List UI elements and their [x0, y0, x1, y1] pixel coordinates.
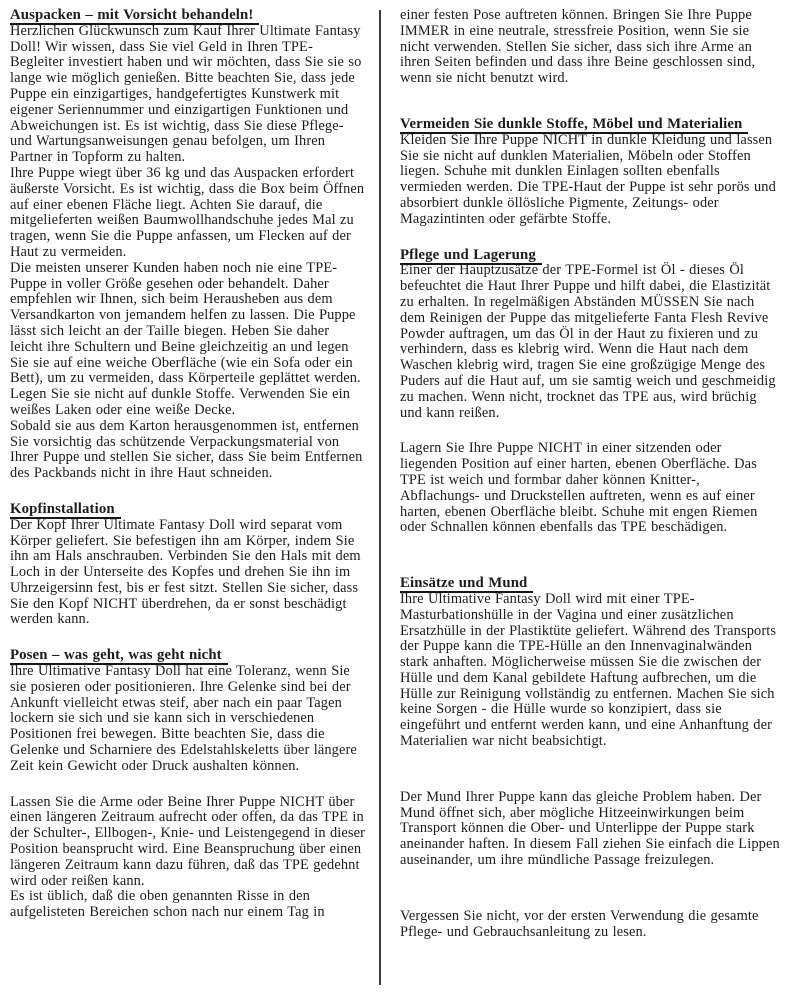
heading-dunkle-stoffe-label: Vermeiden Sie dunkle Stoffe, Möbel und Materialien	[400, 116, 748, 134]
heading-pflege-lagerung	[400, 248, 780, 264]
heading-kopfinstallation	[10, 502, 366, 518]
para-unpacking-packaging: Sobald sie aus dem Karton herausgenommen ist, entfernen Sie vorsichtig das schützende Verpackungsmaterial von Ihrer Puppe und stellen Sie sicher, dass Sie beim Entfernen des Packbands nicht in ihre Haut schneiden.	[10, 417, 363, 482]
heading-posen	[10, 648, 366, 664]
heading-einsaetze-mund-label: Einsätze und Mund	[400, 575, 533, 593]
para-mouth: Der Mund Ihrer Puppe kann das gleiche Problem haben. Der Mund öffnet sich, aber mögliche Hitzeeinwirkungen beim Transport können die Ober- und Unterlippe der Puppe stark aneinander haften. In diesem Fall ziehen Sie einfach die Lippen auseinander, um ihre mündliche Passage freizulegen.	[400, 788, 780, 869]
para-head-installation: Der Kopf Ihrer Ultimate Fantasy Doll wird separat vom Körper geliefert. Sie befestigen ihn am Körper, indem Sie ihn am Hals anschrauben. Verbinden Sie den Hals mit dem Loch in der Unterseite des Kopfes und drehen Sie ihn im Uhrzeigersinn fest, bis er fest sitzt. Stellen Sie sicher, dass Sie den Kopf NICHT überdrehen, da er sonst beschädigt werden kann.	[10, 516, 361, 628]
para-unpacking-lifting: Die meisten unserer Kunden haben noch nie eine TPE-Puppe in voller Größe gesehen oder behandelt. Daher empfehlen wir Ihnen, sich beim Herausheben aus dem Versandkarton von jemandem helfen zu lassen. Die Puppe lässt sich leicht an der Taille biegen. Heben Sie daher leicht ihre Schultern und Beine gleichzeitig an und legen Sie sie auf eine weiche Oberfläche (wie ein Sofa oder ein Bett), um zu vermeiden, dass Körperteile geplättet werden. Legen Sie sie nicht auf dunkle Stoffe. Verwenden Sie ein weißes Laken oder eine weiße Decke.	[10, 259, 361, 418]
para-care-oil-powder: Einer der Hauptzusätze der TPE-Formel ist Öl - dieses Öl befeuchtet die Haut Ihrer Puppe und hilft dabei, die Elastizität zu erhalten. In regelmäßigen Abständen MÜSSEN Sie nach dem Reinigen der Puppe das mitgelieferte Fanta Flesh Revive Powder auftragen, um das Öl in der Haut zu fixieren und zu verhindern, dass es klebrig wird. Wenn die Haut nach dem Waschen klebrig wird, tragen Sie eine großzügige Menge des Puders auf die Haut auf, um sie samtig weich und geschmeidig zu machen. Wenn nicht, trocknet das TPE aus, wird brüchig und kann reißen.	[400, 262, 776, 421]
para-dark-materials: Kleiden Sie Ihre Puppe NICHT in dunkle Kleidung und lassen Sie sie nicht auf dunklen Materialien, Möbeln oder Stoffen liegen. Schuhe mit dunklen Einlagen sollten ebenfalls vermieden werden. Die TPE-Haut der Puppe ist sehr porös und absorbiert dunkle öllösliche Pigmente, Zeitungs- oder Magazintinten oder gefärbte Stoffe.	[400, 131, 776, 227]
para-read-manual: Vergessen Sie nicht, vor der ersten Verwendung die gesamte Pflege- und Gebrauchsanleitung zu lesen.	[400, 907, 759, 940]
left-column	[0, 0, 379, 1000]
heading-kopfinstallation-label: Kopfinstallation	[10, 501, 121, 519]
para-unpacking-weight: Ihre Puppe wiegt über 36 kg und das Auspacken erfordert äußerste Vorsicht. Es ist wichtig, dass die Box beim Öffnen auf einer ebenen Fläche liegt. Achten Sie darauf, die mitgelieferten weißen Baumwollhandschuhe jedes Mal zu tragen, wenn Sie die Puppe anfassen, um Flecken auf der Haut zu vermeiden.	[10, 164, 365, 260]
para-posing-tolerance: Ihre Ultimative Fantasy Doll hat eine Toleranz, wenn Sie sie posieren oder positionieren. Ihre Gelenke sind bei der Ankunft vielleicht etwas steif, aber nach ein paar Tagen lockern sie sich und sie kann sich in verschiedenen Positionen frei bewegen. Bitte beachten Sie, dass die Gelenke und Scharniere des Edelstahlskeletts über längere Zeit kein Gewicht oder Druck aushalten können.	[10, 663, 357, 774]
para-storage-position: Lagern Sie Ihre Puppe NICHT in einer sitzenden oder liegenden Position auf einer harten, ebenen Oberfläche. Das TPE ist weich und formbar daher können Knitter-, Abflachungs- und Druckstellen auftreten, wenn es auf einer harten, ebenen Oberfläche bleibt. Schuhe mit engen Riemen oder Schnallen können ebenfalls das TPE beschädigen.	[400, 440, 758, 536]
heading-auspacken-label: Auspacken – mit Vorsicht behandeln!	[10, 7, 259, 25]
heading-dunkle-stoffe	[400, 117, 780, 133]
right-column	[381, 0, 788, 1000]
para-unpacking-intro: Herzlichen Glückwunsch zum Kauf Ihrer Ultimate Fantasy Doll! Wir wissen, dass Sie viel Geld in Ihren TPE-Begleiter investiert haben und wir möchten, dass Sie sie so lange wie möglich genießen. Bitte beachten Sie, dass jede Puppe ein einzigartiges, handgefertigtes Kunstwerk mit eigener Seriennummer und einzigartigen Funktionen und Abweichungen ist. Es ist wichtig, dass Sie diese Pflege- und Wartungsanweisungen genau befolgen, um Ihren Partner in Topform zu halten.	[10, 22, 362, 166]
para-posing-cracks: Es ist üblich, daß die oben genannten Risse in den aufgelisteten Bereichen schon nach nur einem Tag in	[10, 888, 325, 921]
para-posing-limbs: Lassen Sie die Arme oder Beine Ihrer Puppe NICHT über einen längeren Zeitraum aufrecht oder offen, da das TPE in der Schulter-, Ellbogen-, Knie- und Leistengegend in dieser Position beansprucht wird. Eine Beanspruchung über einen längeren Zeitraum kann dazu führen, daß das TPE gedehnt wird oder reißen kann.	[10, 793, 366, 889]
heading-pflege-lagerung-label: Pflege und Lagerung	[400, 247, 542, 265]
heading-einsaetze-mund	[400, 576, 780, 592]
heading-posen-label: Posen – was geht, was geht nicht	[10, 647, 228, 665]
para-inserts-sleeve: Ihre Ultimative Fantasy Doll wird mit einer TPE-Masturbationshülle in der Vagina und einer zusätzlichen Ersatzhülle in der Plastiktüte geliefert. Während des Transports der Puppe kann die TPE-Hülle an den Innenvaginalwänden stark anhaften. Möglicherweise müssen Sie die zwischen der Hülle und dem Kanal gebildete Haftung aufbrechen, um die Hülle zur Reinigung vollständig zu entfernen. Machen Sie sich keine Sorgen - die Hülle wurde so konzipiert, dass sie eingeführt und entfernt werden kann, und eine Anhanftung der Materialien war nicht beabsichtigt.	[400, 590, 777, 750]
heading-auspacken	[10, 8, 366, 24]
para-posing-cracks-continued: einer festen Pose auftreten können. Bringen Sie Ihre Puppe IMMER in eine neutrale, stressfreie Position, wenn Sie sie nicht verwenden. Stellen Sie sicher, dass sich ihre Arme an ihren Seiten befinden und dass ihre Beine geschlossen sind, wenn sie nicht benutzt wird.	[400, 7, 756, 87]
